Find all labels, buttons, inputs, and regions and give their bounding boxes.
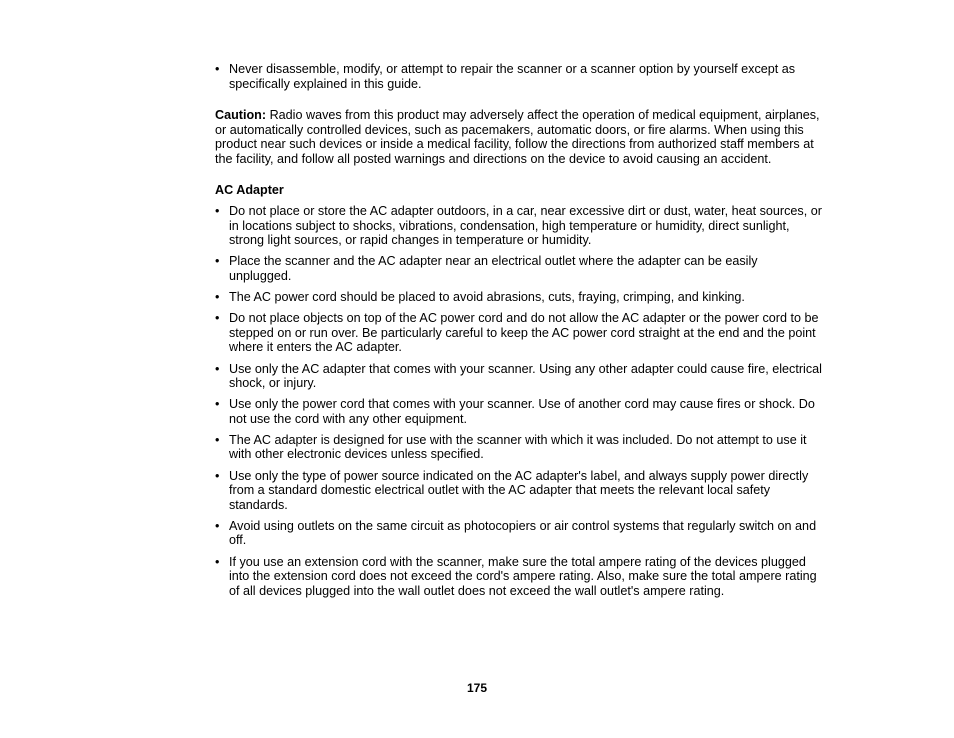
list-item-text: Do not place or store the AC adapter outdoors, in a car, near excessive dirt or dust, water, heat sources, or in locations subject to shocks, vibrations, condensation, high temperature or humidity, direct sunlight, strong light sources, or rapid changes in temperature or humidity. (229, 204, 822, 248)
bullet-marker: • (215, 468, 220, 483)
list-item-text: Do not place objects on top of the AC power cord and do not allow the AC adapter or the power cord to be stepped on or run over. Be particularly careful to keep the AC power cord straight at the end and the point where it enters the AC adapter. (229, 311, 819, 355)
caution-label: Caution: (215, 108, 267, 123)
bullet-marker: • (215, 254, 220, 269)
list-item-text: Use only the AC adapter that comes with your scanner. Using any other adapter could cause fire, electrical shock, or injury. (229, 361, 822, 391)
bullet-marker: • (215, 311, 220, 326)
bullet-marker: • (215, 290, 220, 305)
list-item (215, 311, 823, 355)
list-item-text: Avoid using outlets on the same circuit as photocopiers or air control systems that regularly switch on and off. (229, 518, 817, 548)
list-item (215, 362, 823, 391)
list-item (215, 519, 823, 548)
list-item-text: Use only the type of power source indicated on the AC adapter's label, and always supply power directly from a standard domestic electrical outlet with the AC adapter that meets the relevant local safety standards. (229, 468, 809, 512)
list-item (215, 62, 823, 91)
bullet-marker: • (215, 432, 220, 447)
section-heading: AC Adapter (215, 183, 284, 198)
bullet-marker: • (215, 554, 220, 569)
list-item (215, 290, 823, 305)
bullet-marker: • (215, 397, 220, 412)
list-item-text: Place the scanner and the AC adapter near an electrical outlet where the adapter can be easily unplugged. (229, 254, 758, 284)
list-item-text: If you use an extension cord with the scanner, make sure the total ampere rating of the devices plugged into the extension cord does not exceed the cord's ampere rating. Also, make sure the total ampere rating of all devices plugged into the wall outlet does not exceed the wall outlet's ampere rating. (229, 554, 817, 598)
page-number: 175 (466, 681, 488, 695)
list-item (215, 204, 823, 248)
list-item-text: Never disassemble, modify, or attempt to repair the scanner or a scanner option by yourself except as specifically explained in this guide. (229, 62, 796, 91)
caution-text: Radio waves from this product may adversely affect the operation of medical equipment, airplanes, or automatically controlled devices, such as pacemakers, automatic doors, or fire alarms. When using this product near such devices or inside a medical facility, follow the directions from authorized staff members at the facility, and follow all posted warnings and directions on the device to avoid causing an accident. (215, 108, 820, 166)
caution-paragraph (215, 108, 823, 166)
page-content (215, 62, 823, 605)
list-item-text: Use only the power cord that comes with your scanner. Use of another cord may cause fires or shock. Do not use the cord with any other equipment. (229, 397, 815, 426)
list-item (215, 469, 823, 513)
bullet-marker: • (215, 62, 220, 76)
list-item (215, 433, 823, 462)
list-item-text: The AC power cord should be placed to avoid abrasions, cuts, fraying, crimping, and kinking. (229, 290, 745, 305)
list-item (215, 555, 823, 599)
list-item-text: The AC adapter is designed for use with the scanner with which it was included. Do not attempt to use it with other electronic devices unless specified. (229, 432, 807, 462)
list-item (215, 254, 823, 283)
bullet-marker: • (215, 204, 220, 219)
bullet-marker: • (215, 361, 220, 376)
bullet-marker: • (215, 518, 220, 533)
list-item (215, 397, 823, 426)
